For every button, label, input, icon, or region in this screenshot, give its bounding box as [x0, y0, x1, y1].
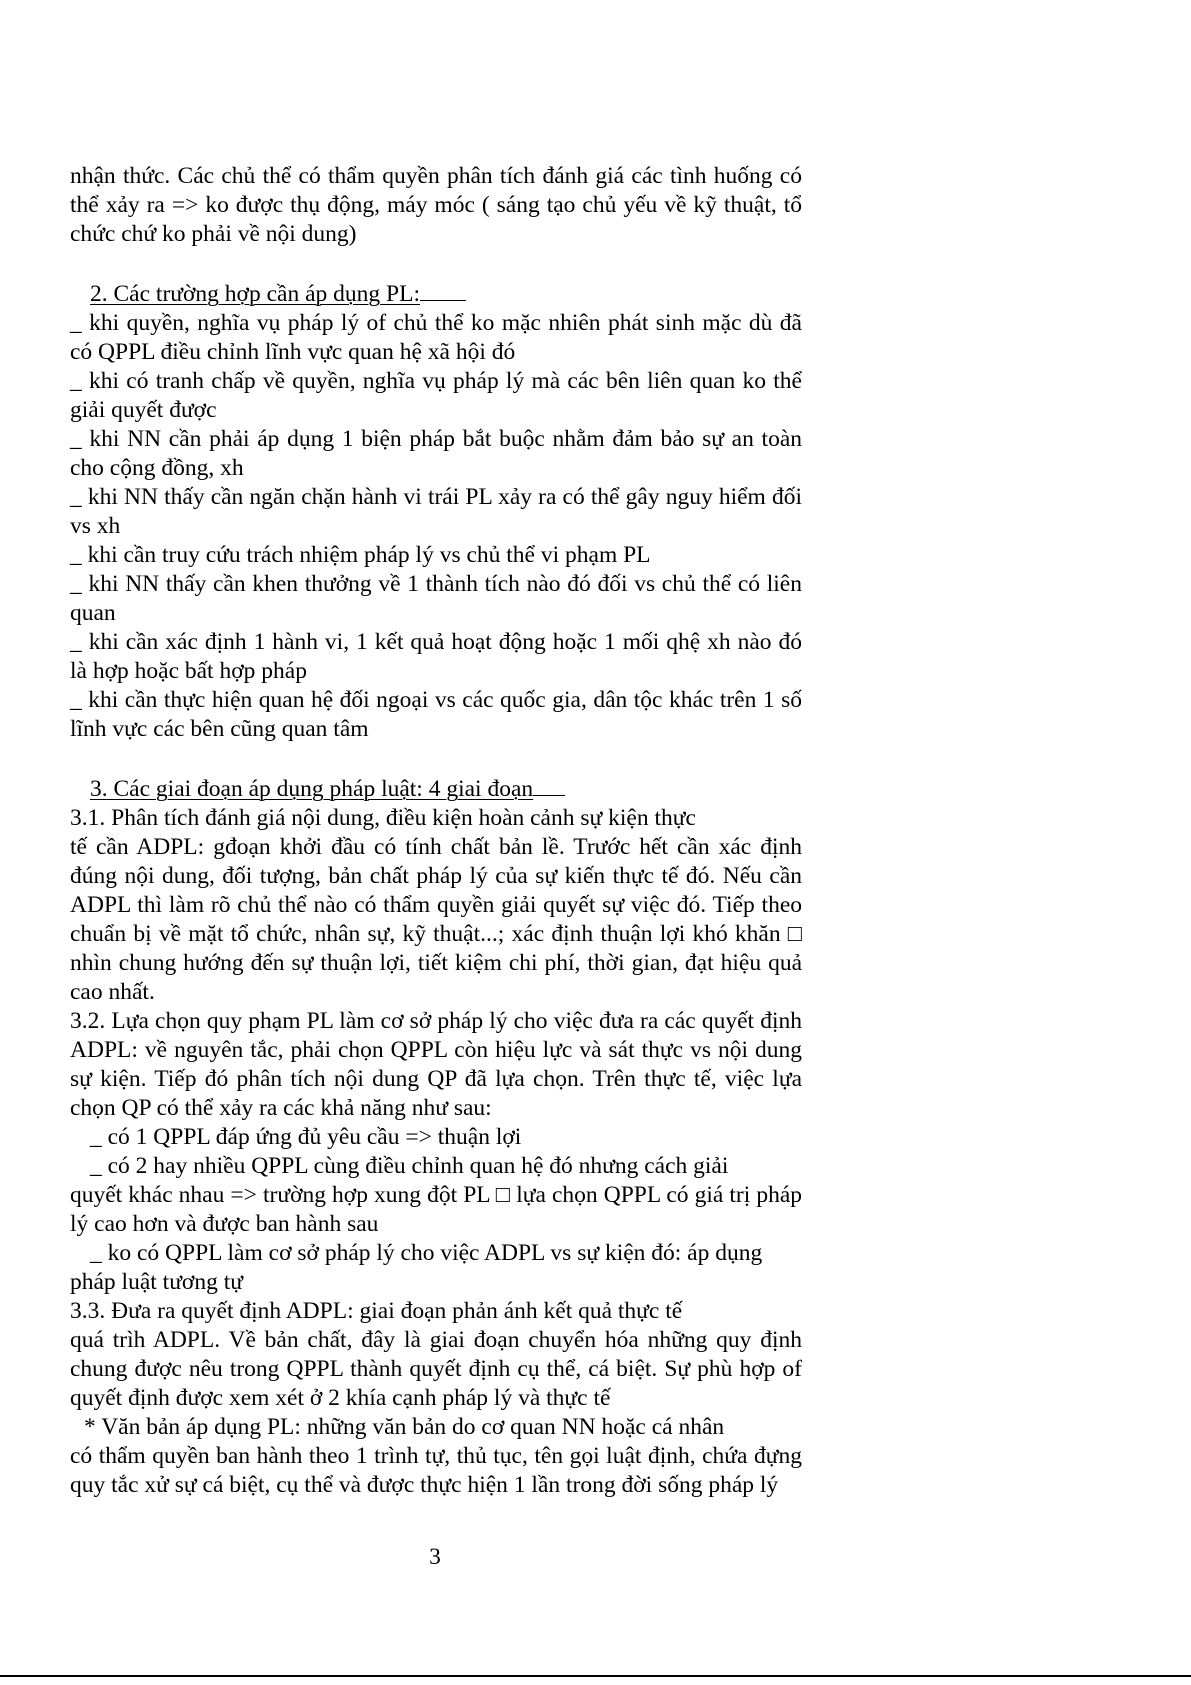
subsection-3-2-case-3-first-line: _ ko có QPPL làm cơ sở pháp lý cho việc ADPL vs sự kiện đó: áp dụng: [90, 1240, 763, 1266]
section-2-item: _ khi cần truy cứu trách nhiệm pháp lý vs chủ thể vi phạm PL: [70, 542, 651, 568]
bottom-border-line: [0, 1675, 1191, 1677]
subsection-3-2-case-1: _ có 1 QPPL đáp ứng đủ yêu cầu => thuận lợi: [90, 1124, 522, 1150]
subsection-3-2-case-2-rest: quyết khác nhau => trường hợp xung đột PL □ lựa chọn QPPL có giá trị pháp lý cao hơn và được ban hành sau: [70, 1182, 802, 1237]
subsection-3-1-first-line: 3.1. Phân tích đánh giá nội dung, điều kiện hoàn cảnh sự kiện thực: [70, 805, 696, 831]
section-2-item: _ khi cần xác định 1 hành vi, 1 kết quả hoạt động hoặc 1 mối qhệ xh nào đó là hợp hoặc bất hợp pháp: [70, 629, 802, 684]
section-2-item: _ khi quyền, nghĩa vụ pháp lý of chủ thể ko mặc nhiên phát sinh mặc dù đã có QPPL điều chỉnh lĩnh vực quan hệ xã hội đó: [70, 310, 802, 365]
spacer: [70, 744, 802, 773]
subsection-3-3-body: quá trìh ADPL. Về bản chất, đây là giai đoạn chuyển hóa những quy định chung được nêu trong QPPL thành quyết định cụ thể, cá biệt. Sự phù hợp of quyết định được xem xét ở 2 khía cạnh pháp lý và thực tế: [70, 1327, 802, 1411]
section-2-item: _ khi có tranh chấp về quyền, nghĩa vụ pháp lý mà các bên liên quan ko thể giải quyết được: [70, 368, 802, 423]
subsection-3-2-case-2-first-line: _ có 2 hay nhiều QPPL cùng điều chỉnh quan hệ đó nhưng cách giải: [90, 1153, 729, 1179]
section-2-item: _ khi cần thực hiện quan hệ đối ngoại vs các quốc gia, dân tộc khác trên 1 số lĩnh vực các bên cũng quan tâm: [70, 687, 802, 742]
note-body: có thẩm quyền ban hành theo 1 trình tự, thủ tục, tên gọi luật định, chứa đựng quy tắc xử sự cá biệt, cụ thể và được thực hiện 1 lần trong đời sống pháp lý: [70, 1443, 802, 1498]
subsection-3-2-body: 3.2. Lựa chọn quy phạm PL làm cơ sở pháp lý cho việc đưa ra các quyết định ADPL: về nguyên tắc, phải chọn QPPL còn hiệu lực và sát thực vs nội dung sự kiện. Tiếp đó phân tích nội dung QP đã lựa chọn. Trên thực tế, việc lựa chọn QP có thể xảy ra các khả năng như sau:: [70, 1008, 802, 1121]
section-3-heading: 3. Các giai đoạn áp dụng pháp luật: 4 giai đoạn: [70, 773, 802, 804]
subsection-3-3-first-line: 3.3. Đưa ra quyết định ADPL: giai đoạn phản ánh kết quả thực tế: [70, 1298, 683, 1324]
page-body: [70, 162, 802, 1500]
section-2-heading: 2. Các trường hợp cần áp dụng PL:: [70, 278, 802, 309]
section-2-item: _ khi NN cần phải áp dụng 1 biện pháp bắt buộc nhằm đảm bảo sự an toàn cho cộng đồng, xh: [70, 426, 802, 481]
spacer: [70, 249, 802, 278]
intro-paragraph: nhận thức. Các chủ thể có thẩm quyền phân tích đánh giá các tình huống có thể xảy ra => ko được thụ động, máy móc ( sáng tạo chủ yếu về kỹ thuật, tổ chức chứ ko phải về nội dung): [70, 163, 802, 247]
note-first-line: * Văn bản áp dụng PL: những văn bản do cơ quan NN hoặc cá nhân: [84, 1414, 725, 1440]
section-2-item: _ khi NN thấy cần khen thưởng về 1 thành tích nào đó đối vs chủ thể có liên quan: [70, 571, 802, 626]
section-2-item: _ khi NN thấy cần ngăn chặn hành vi trái PL xảy ra có thể gây nguy hiểm đối vs xh: [70, 484, 802, 539]
page-number: 3: [429, 1544, 441, 1570]
subsection-3-1-body: tế cần ADPL: gđoạn khởi đầu có tính chất bản lề. Trước hết cần xác định đúng nội dung, đối tượng, bản chất pháp lý của sự kiến thực tế đó. Nếu cần ADPL thì làm rõ chủ thể nào có thẩm quyền giải quyết sự việc đó. Tiếp theo chuẩn bị về mặt tổ chức, nhân sự, kỹ thuật...; xác định thuận lợi khó khăn □ nhìn chung hướng đến sự thuận lợi, tiết kiệm chi phí, thời gian, đạt hiệu quả cao nhất.: [70, 834, 802, 1005]
subsection-3-2-case-3-rest: pháp luật tương tự: [70, 1269, 244, 1295]
